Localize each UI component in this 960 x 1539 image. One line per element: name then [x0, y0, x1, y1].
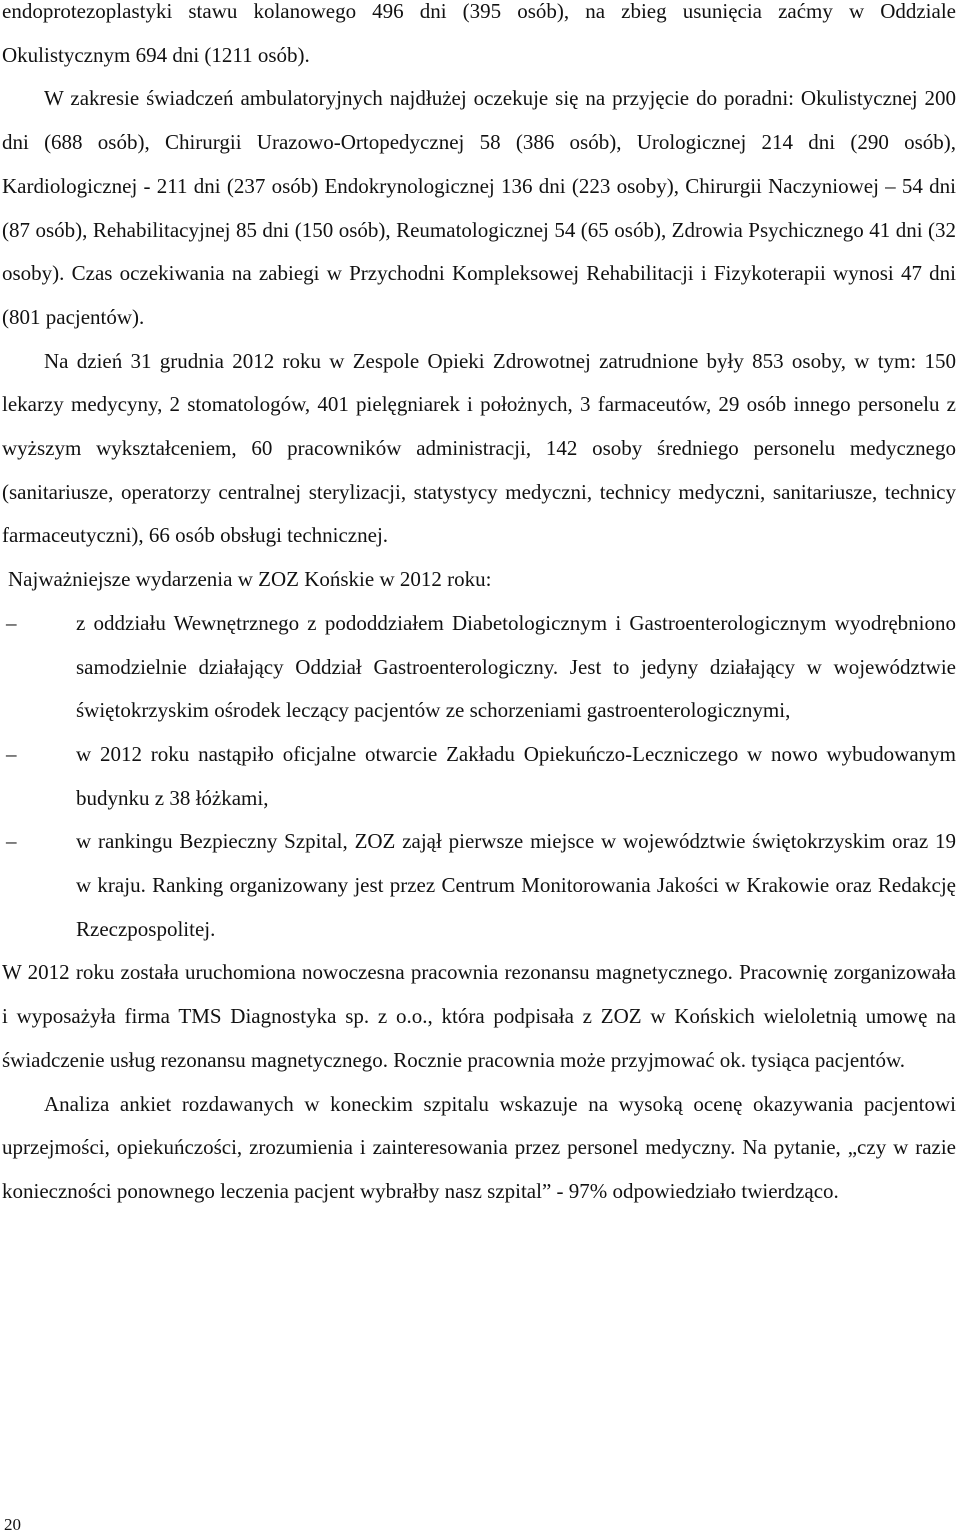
list-item: [2, 733, 956, 820]
paragraph-continuation: endoprotezoplastyki stawu kolanowego 496 dni (395 osób), na zbieg usunięcia zaćmy w Oddziale Okulistycznym 694 dni (1211 osób).: [2, 0, 956, 67]
dash-bullet: –: [6, 741, 17, 766]
paragraph-mri: W 2012 roku została uruchomiona nowoczesna pracownia rezonansu magnetycznego. Pracownię zorganizowała i wyposażyła firma TMS Diagnostyka sp. z o.o., która podpisała z ZOZ w Końskich wieloletnią umowę na świadczenie usług rezonansu magnetycznego. Rocznie pracownia może przyjmować ok. tysiąca pacjentów.: [2, 960, 956, 1072]
dash-bullet: –: [6, 829, 17, 854]
paragraph-ambulatory-waiting: W zakresie świadczeń ambulatoryjnych najdłużej oczekuje się na przyjęcie do poradni: Okulistycznej 200 dni (688 osób), Chirurgii Urazowo-Ortopedycznej 58 (386 osób), Urologicznej 214 dni (290 osób), Kardiologicznej - 211 dni (237 osób) Endokrynologicznej 136 dni (223 osoby), Chirurgii Naczyniowej – 54 dni (87 osób), Rehabilitacyjnej 85 dni (150 osób), Reumatologicznej 54 (65 osób), Zdrowia Psychicznego 41 dni (32 osoby). Czas oczekiwania na zabiegi w Przychodni Kompleksowej Rehabilitacji i Fizykoterapii wynosi 47 dni (801 pacjentów).: [2, 86, 956, 329]
paragraph-staffing: Na dzień 31 grudnia 2012 roku w Zespole Opieki Zdrowotnej zatrudnione były 853 osoby, w tym: 150 lekarzy medycyny, 2 stomatologów, 401 pielęgniarek i położnych, 3 farmaceutów, 29 osób innego personelu z wyższym wykształceniem, 60 pracowników administracji, 142 osoby średniego personelu medycznego (sanitariusze, operatorzy centralnej sterylizacji, statystycy medyczni, technicy medyczni, sanitariusze, technicy farmaceutyczni), 66 osób obsługi technicznej.: [2, 348, 956, 548]
list-item-text: w rankingu Bezpieczny Szpital, ZOZ zajął pierwsze miejsce w województwie świętokrzyskim oraz 19 w kraju. Ranking organizowany jest przez Centrum Monitorowania Jakości w Krakowie oraz Redakcję Rzeczpospolitej.: [76, 829, 956, 941]
dash-bullet: –: [6, 610, 17, 635]
list-item-text: z oddziału Wewnętrznego z pododdziałem Diabetologicznym i Gastroenterologicznym wyodrębniono samodzielnie działający Oddział Gastroenterologiczny. Jest to jedyny działający w województwie świętokrzyskim ośrodek leczący pacjentów ze schorzeniami gastroenterologicznymi,: [76, 610, 956, 723]
list-item-text: w 2012 roku nastąpiło oficjalne otwarcie Zakładu Opiekuńczo-Leczniczego w nowo wybudowanym budynku z 38 łóżkami,: [76, 741, 956, 810]
paragraph-survey: Analiza ankiet rozdawanych w koneckim szpitalu wskazuje na wysoką ocenę okazywania pacjentowi uprzejmości, opiekuńczości, zrozumienia i zainteresowania przez personel medyczny. Na pytanie, „czy w razie konieczności ponownego leczenia pacjent wybrałby nasz szpital” - 97% odpowiedziało twierdząco.: [2, 1091, 956, 1203]
document-body: [2, 0, 956, 1214]
page-number: 20: [4, 1515, 21, 1534]
events-list: [2, 602, 956, 952]
section-heading: Najważniejsze wydarzenia w ZOZ Końskie w 2012 roku:: [8, 567, 492, 592]
list-item: [2, 602, 956, 733]
list-item: [2, 820, 956, 951]
